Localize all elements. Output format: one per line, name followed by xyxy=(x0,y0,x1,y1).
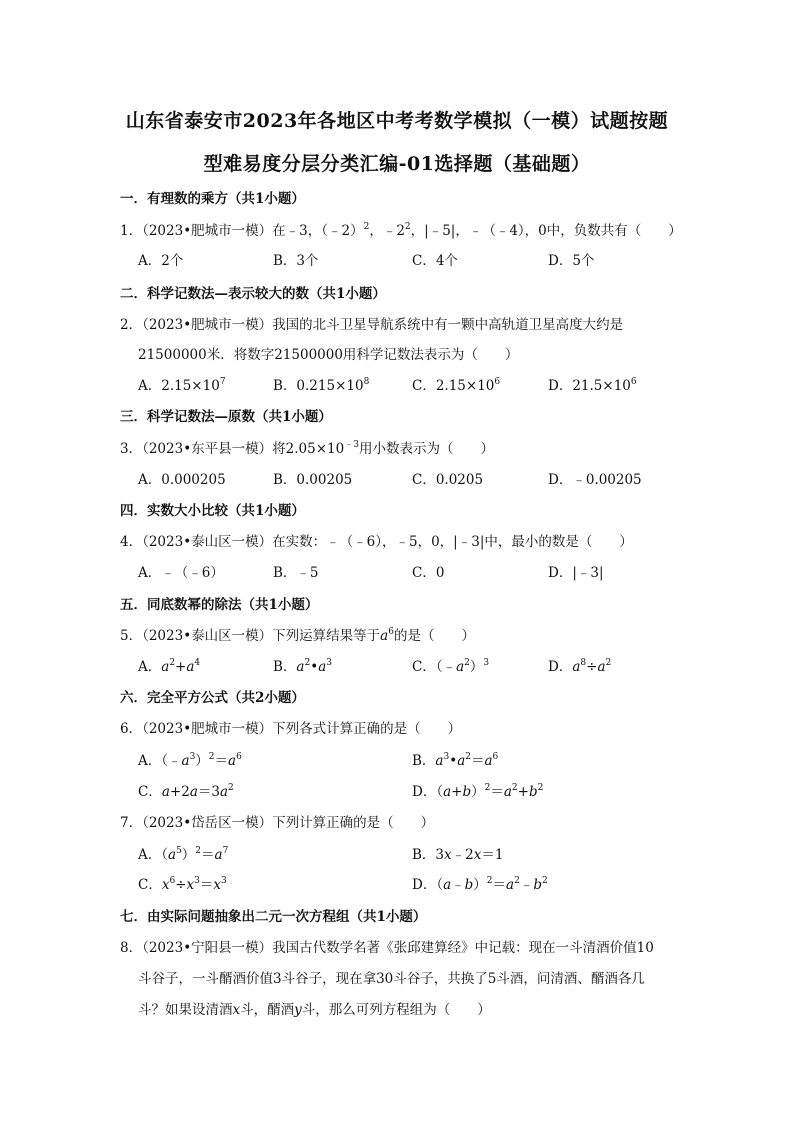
option-b: B．0.00205 xyxy=(273,472,353,488)
question-5-stem: 5．（2023•泰山区一模）下列运算结果等于$a^6$的是（ ） xyxy=(120,626,475,644)
question-1-stem: 1．（2023•肥城市一模）在﹣3，（﹣2）$^2$，$﹣2^2$，|﹣5|，﹣（﹣4），0中，负数共有（ ） xyxy=(120,221,682,239)
question-2-line-2: 21500000米．将数字21500000用科学记数法表示为（ ） xyxy=(138,347,519,363)
option-b: B．﹣5 xyxy=(273,565,319,581)
question-8-line-2: 斗谷子，一斗醑酒价值3斗谷子，现在拿30斗谷子，共换了5斗酒，问清酒、醑酒各几 xyxy=(138,971,645,987)
question-6-stem: 6．（2023•肥城市一模）下列各式计算正确的是（ ） xyxy=(120,721,462,737)
option-a: A．$(﹣a^3)^2=a^6$ xyxy=(138,751,242,769)
option-b: B．$a^3•a^2=a^6$ xyxy=(412,751,499,769)
option-a: A．$a^2+a^4$ xyxy=(138,657,201,675)
section-heading: 六．完全平方公式（共2小题） xyxy=(120,690,305,706)
section-heading: 一．有理数的乘方（共1小题） xyxy=(120,191,305,207)
option-a: A．0.000205 xyxy=(138,472,226,488)
section-heading: 三．科学记数法—原数（共1小题） xyxy=(120,409,332,425)
option-b: B．$0.215\times 10^8$ xyxy=(273,376,370,394)
option-a: A．2个 xyxy=(138,253,184,269)
question-8-line-3: 斗？如果设清酒x斗，醑酒y斗，那么可列方程组为（ ） xyxy=(138,1002,491,1018)
section-heading: 二．科学记数法—表示较大的数（共1小题） xyxy=(120,286,386,302)
option-c: C．$x^6\div x^3=x^3$ xyxy=(138,875,227,893)
option-d: D．5个 xyxy=(548,253,595,269)
option-b: B．$a^2•a^3$ xyxy=(273,657,332,675)
section-heading: 五．同底数幂的除法（共1小题） xyxy=(120,597,319,613)
option-d: D．$(a+b)^2=a^2+b^2$ xyxy=(412,782,544,800)
option-b: B．3个 xyxy=(273,253,319,269)
section-heading: 七．由实际问题抽象出二元一次方程组（共1小题） xyxy=(120,909,427,925)
option-c: C．0.0205 xyxy=(412,472,484,488)
document-title-line-2: 型难易度分层分类汇编-01选择题（基础题） xyxy=(203,153,591,175)
question-4-stem: 4．（2023•泰山区一模）在实数：﹣（﹣6），﹣5，0，|﹣3|中，最小的数是（ ） xyxy=(120,534,633,550)
option-d: D．$(a﹣b)^2=a^2﹣b^2$ xyxy=(412,875,548,893)
option-c: C．4个 xyxy=(412,253,458,269)
option-a: A．$(a^5)^2=a^7$ xyxy=(138,845,229,863)
question-3-stem: 3．（2023•东平县一模）将$2.05\times 10^{﹣3}$用小数表示为（ ） xyxy=(120,439,494,457)
question-7-stem: 7．（2023•岱岳区一模）下列计算正确的是（ ） xyxy=(120,815,435,831)
option-d: D．$21.5\times 10^6$ xyxy=(548,376,637,394)
option-c: C．0 xyxy=(412,565,445,581)
option-d: D．$a^8\div a^2$ xyxy=(548,657,612,675)
question-2-line-1: 2．（2023•肥城市一模）我国的北斗卫星导航系统中有一颗中高轨道卫星高度大约是 xyxy=(120,317,624,333)
option-c: C．$2.15\times 10^6$ xyxy=(412,376,501,394)
option-c: C．$(﹣a^2)^3$ xyxy=(412,657,490,675)
option-a: A．﹣（﹣6） xyxy=(138,565,224,581)
document-title-line-1: 山东省泰安市2023年各地区中考考数学模拟（一模）试题按题 xyxy=(125,110,669,132)
option-b: B．3x﹣2x＝1 xyxy=(412,847,504,863)
option-d: D．|﹣3| xyxy=(548,565,604,581)
option-c: C．$a+2a=3a^2$ xyxy=(138,782,234,800)
question-8-line-1: 8．（2023•宁阳县一模）我国古代数学名著《张邱建算经》中记载：现在一斗清酒价值10 xyxy=(120,940,654,956)
section-heading: 四．实数大小比较（共1小题） xyxy=(120,503,305,519)
option-a: A．$2.15\times 10^7$ xyxy=(138,376,226,394)
option-d: D．﹣0.00205 xyxy=(548,472,642,488)
